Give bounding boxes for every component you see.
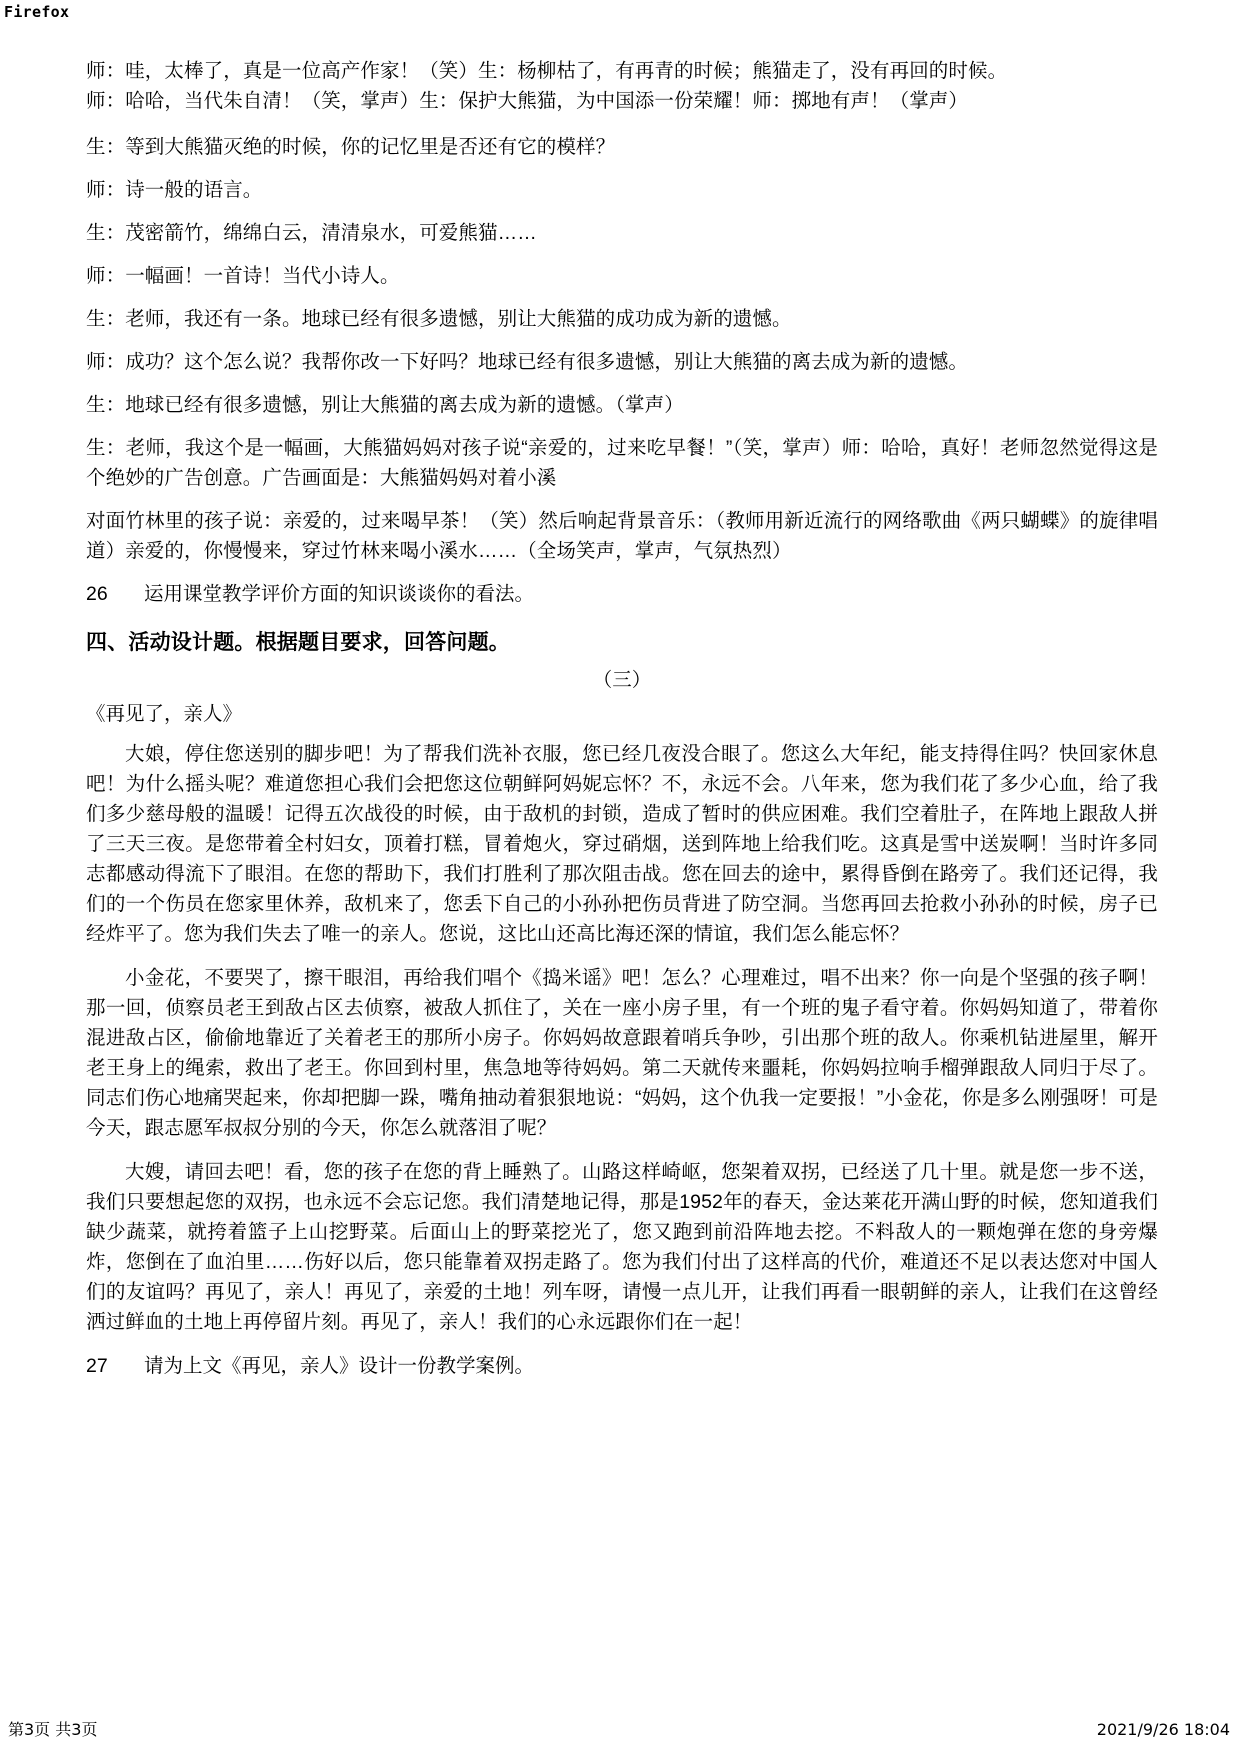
transcript-exchange: 生：等到大熊猫灭绝的时候，你的记忆里是否还有它的模样？ <box>86 136 616 158</box>
question-26-number: 26 <box>86 583 108 605</box>
section-four-heading: 四、活动设计题。根据题目要求，回答问题。 <box>86 631 510 654</box>
page-footer <box>0 1718 1240 1740</box>
transcript-line: 师：哇，太棒了，真是一位高产作家！（笑）生：杨柳枯了，有再青的时候；熊猫走了，没有再回的时候。 <box>86 60 1008 82</box>
transcript-exchange: 生：老师，我还有一条。地球已经有很多遗憾，别让大熊猫的成功成为新的遗憾。 <box>86 308 792 330</box>
transcript-music-note: 对面竹林里的孩子说：亲爱的，过来喝早茶！（笑）然后响起背景音乐：（教师用新近流行的网络歌曲《两只蝴蝶》的旋律唱道）亲爱的，你慢慢来，穿过竹林来喝小溪水……（全场笑声，掌声，气氛热烈） <box>86 510 1158 562</box>
transcript-exchange: 师：诗一般的语言。 <box>86 179 263 201</box>
material-title: 《再见了，亲人》 <box>86 703 243 725</box>
question-27-number: 27 <box>86 1355 108 1377</box>
transcript-exchange: 生：茂密箭竹，绵绵白云，清清泉水，可爱熊猫…… <box>86 222 537 244</box>
question-27 <box>86 1351 1158 1381</box>
section-four-subheading: （三） <box>592 669 652 691</box>
transcript-exchange: 生：地球已经有很多遗憾，别让大熊猫的离去成为新的遗憾。（掌声） <box>86 394 684 416</box>
material-paragraph: 大嫂，请回去吧！看，您的孩子在您的背上睡熟了。山路这样崎岖，您架着双拐，已经送了几十里。就是您一步不送，我们只要想起您的双拐，也永远不会忘记您。我们清楚地记得，那是1952年的春天，金达莱花开满山野的时候，您知道我们缺少蔬菜，就挎着篮子上山挖野菜。后面山上的野菜挖光了，您又跑到前沿阵地去挖。不料敌人的一颗炮弹在您的身旁爆炸，您倒在了血泊里……伤好以后，您只能靠着双拐走路了。您为我们付出了这样高的代价，难道还不足以表达您对中国人们的友谊吗？再见了，亲人！再见了，亲爱的土地！列车呀，请慢一点儿开，让我们再看一眼朝鲜的亲人，让我们在这曾经洒过鲜血的土地上再停留片刻。再见了，亲人！我们的心永远跟你们在一起！ <box>86 1161 1158 1333</box>
document-content <box>86 56 1158 1395</box>
question-26 <box>86 579 1158 609</box>
transcript-line: 师：哈哈，当代朱自清！（笑，掌声）生：保护大熊猫，为中国添一份荣耀！师：掷地有声！（掌声） <box>86 90 969 112</box>
print-timestamp: 2021/9/26 18:04 <box>1096 1720 1230 1739</box>
page-indicator: 第3页 共3页 <box>8 1720 98 1739</box>
transcript-exchange: 师：成功？这个怎么说？我帮你改一下好吗？地球已经有很多遗憾，别让大熊猫的离去成为新的遗憾。 <box>86 351 969 373</box>
material-paragraph: 小金花，不要哭了，擦干眼泪，再给我们唱个《捣米谣》吧！怎么？心理难过，唱不出来？你一向是个坚强的孩子啊！那一回，侦察员老王到敌占区去侦察，被敌人抓住了，关在一座小房子里，有一个班的鬼子看守着。你妈妈知道了，带着你混进敌占区，偷偷地靠近了关着老王的那所小房子。你妈妈故意跟着哨兵争吵，引出那个班的敌人。你乘机钻进屋里，解开老王身上的绳索，救出了老王。你回到村里，焦急地等待妈妈。第二天就传来噩耗，你妈妈拉响手榴弹跟敌人同归于尽了。同志们伤心地痛哭起来，你却把脚一跺，嘴角抽动着狠狠地说：“妈妈，这个仇我一定要报！”小金花，你是多么刚强呀！可是今天，跟志愿军叔叔分别的今天，你怎么就落泪了呢？ <box>86 967 1158 1139</box>
question-26-text: 运用课堂教学评价方面的知识谈谈你的看法。 <box>144 583 535 605</box>
transcript-exchange: 师：一幅画！一首诗！当代小诗人。 <box>86 265 400 287</box>
material-paragraph: 大娘，停住您送别的脚步吧！为了帮我们洗补衣服，您已经几夜没合眼了。您这么大年纪，能支持得住吗？快回家休息吧！为什么摇头呢？难道您担心我们会把您这位朝鲜阿妈妮忘怀？不，永远不会。八年来，您为我们花了多少心血，给了我们多少慈母般的温暖！记得五次战役的时候，由于敌机的封锁，造成了暂时的供应困难。我们空着肚子，在阵地上跟敌人拼了三天三夜。是您带着全村妇女，顶着打糕，冒着炮火，穿过硝烟，送到阵地上给我们吃。这真是雪中送炭啊！当时许多同志都感动得流下了眼泪。在您的帮助下，我们打胜利了那次阻击战。您在回去的途中，累得昏倒在路旁了。我们还记得，我们的一个伤员在您家里休养，敌机来了，您丢下自己的小孙孙把伤员背进了防空洞。当您再回去抢救小孙孙的时候，房子已经炸平了。您为我们失去了唯一的亲人。您说，这比山还高比海还深的情谊，我们怎么能忘怀？ <box>86 743 1158 945</box>
question-27-text: 请为上文《再见，亲人》设计一份教学案例。 <box>144 1355 535 1377</box>
transcript-long-exchange: 生：老师，我这个是一幅画，大熊猫妈妈对孩子说“亲爱的，过来吃早餐！”（笑，掌声）师：哈哈，真好！老师忽然觉得这是个绝妙的广告创意。广告画面是：大熊猫妈妈对着小溪 <box>86 437 1158 489</box>
browser-app-label: Firefox <box>4 3 70 21</box>
